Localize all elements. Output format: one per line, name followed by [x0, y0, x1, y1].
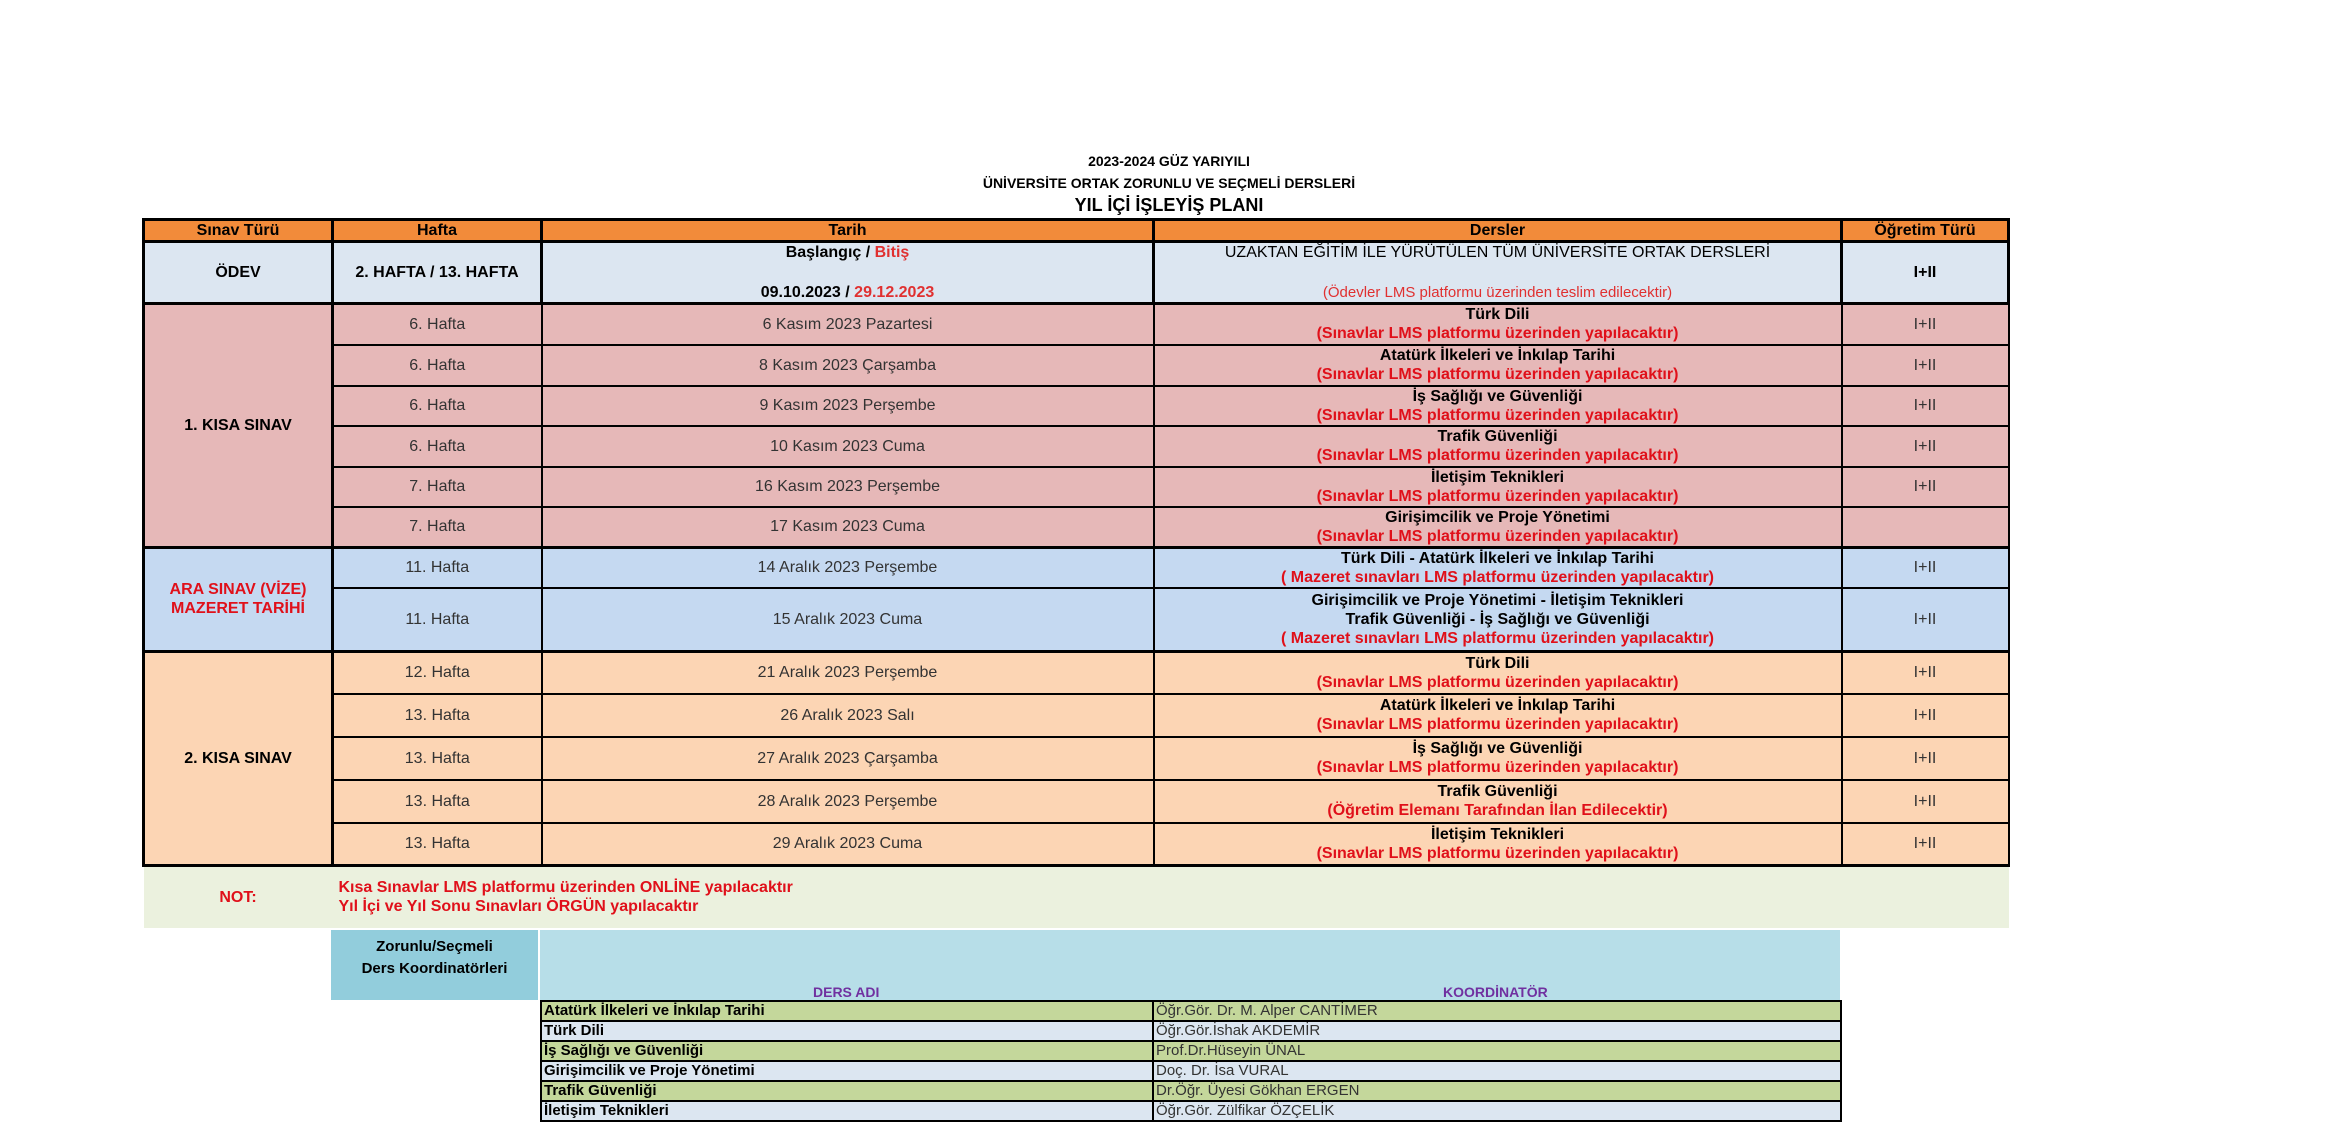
table-row: [144, 547, 2009, 588]
table-cell: 6. Hafta: [333, 386, 542, 426]
coordinators-table: [540, 1000, 1842, 1122]
table-cell: 6. Hafta: [333, 304, 542, 345]
table-cell: Türk Dili (Sınavlar LMS platformu üzerinden yapılacaktır): [1154, 304, 1842, 345]
coord-ders: Atatürk İlkeleri ve İnkılap Tarihi: [541, 1001, 1153, 1021]
table-cell: 6. Hafta: [333, 426, 542, 467]
header-dersler: Dersler: [1154, 220, 1842, 242]
coord-ders: İş Sağlığı ve Güvenliği: [541, 1041, 1153, 1061]
table-cell: 11. Hafta: [333, 547, 542, 588]
header-row: [144, 220, 2009, 242]
table-cell: 6. Hafta: [333, 345, 542, 386]
coord-koordinator: Öğr.Gör. Dr. M. Alper CANTİMER: [1153, 1001, 1841, 1021]
table-cell: Girişimcilik ve Proje Yönetimi (Sınavlar LMS platformu üzerinden yapılacaktır): [1154, 507, 1842, 548]
kisa2-type: 2. KISA SINAV: [144, 652, 333, 866]
semester-title: 2023-2024 GÜZ YARIYILI: [1088, 153, 1250, 169]
table-cell: 10 Kasım 2023 Cuma: [542, 426, 1154, 467]
table-row: [144, 507, 2009, 548]
table-cell: I+II: [1842, 823, 2009, 866]
table-cell: I+II: [1842, 547, 2009, 588]
table-cell: I+II: [1842, 386, 2009, 426]
table-cell: 6 Kasım 2023 Pazartesi: [542, 304, 1154, 345]
table-row: [144, 780, 2009, 823]
table-cell: Trafik Güvenliği (Sınavlar LMS platformu üzerinden yapılacaktır): [1154, 426, 1842, 467]
table-cell: I+II: [1842, 304, 2009, 345]
header-sinav-turu: Sınav Türü: [144, 220, 333, 242]
table-row: [144, 737, 2009, 780]
table-cell: 17 Kasım 2023 Cuma: [542, 507, 1154, 548]
table-row: [541, 1081, 1841, 1101]
table-cell: Atatürk İlkeleri ve İnkılap Tarihi (Sınavlar LMS platformu üzerinden yapılacaktır): [1154, 694, 1842, 737]
table-cell: I+II: [1842, 780, 2009, 823]
header-ogretim-turu: Öğretim Türü: [1842, 220, 2009, 242]
ara-type: ARA SINAV (VİZE) MAZERET TARİHİ: [144, 547, 333, 652]
table-row: [541, 1001, 1841, 1021]
table-cell: 14 Aralık 2023 Perşembe: [542, 547, 1154, 588]
coord-ders: Trafik Güvenliği: [541, 1081, 1153, 1101]
table-cell: 21 Aralık 2023 Perşembe: [542, 652, 1154, 694]
coord-ders: Türk Dili: [541, 1021, 1153, 1041]
odev-hafta: 2. HAFTA / 13. HAFTA: [333, 242, 542, 304]
courses-title: ÜNİVERSİTE ORTAK ZORUNLU VE SEÇMELİ DERSLERİ: [982, 175, 1356, 191]
table-cell: [1842, 507, 2009, 548]
table-row: [144, 304, 2009, 345]
coord-koordinator: Öğr.Gör.İshak AKDEMİR: [1153, 1021, 1841, 1041]
table-cell: 15 Aralık 2023 Cuma: [542, 588, 1154, 652]
table-cell: İletişim Teknikleri (Sınavlar LMS platformu üzerinden yapılacaktır): [1154, 467, 1842, 507]
table-cell: İletişim Teknikleri (Sınavlar LMS platformu üzerinden yapılacaktır): [1154, 823, 1842, 866]
table-cell: 16 Kasım 2023 Perşembe: [542, 467, 1154, 507]
table-cell: 7. Hafta: [333, 467, 542, 507]
table-cell: I+II: [1842, 588, 2009, 652]
table-row: [541, 1041, 1841, 1061]
table-cell: 13. Hafta: [333, 823, 542, 866]
coord-ders: Girişimcilik ve Proje Yönetimi: [541, 1061, 1153, 1081]
col-koordinator: KOORDİNATÖR: [1443, 984, 1548, 1000]
table-cell: 7. Hafta: [333, 507, 542, 548]
coordinators-header: [540, 930, 1840, 1000]
odev-type: ÖDEV: [144, 242, 333, 304]
note-row: [144, 866, 2009, 928]
schedule-table: [142, 218, 2010, 928]
table-row: [541, 1061, 1841, 1081]
table-cell: 8 Kasım 2023 Çarşamba: [542, 345, 1154, 386]
table-cell: Atatürk İlkeleri ve İnkılap Tarihi (Sınavlar LMS platformu üzerinden yapılacaktır): [1154, 345, 1842, 386]
table-cell: Girişimcilik ve Proje Yönetimi - İletişim Teknikleri Trafik Güvenliği - İş Sağlığı ve Güvenliği ( Mazeret sınavları LMS platformu üzerinden yapılacaktır): [1154, 588, 1842, 652]
table-cell: I+II: [1842, 345, 2009, 386]
table-cell: 27 Aralık 2023 Çarşamba: [542, 737, 1154, 780]
table-cell: 13. Hafta: [333, 694, 542, 737]
odev-tarih: Başlangıç / Bitiş 09.10.2023 / 29.12.2023: [542, 242, 1154, 304]
table-cell: 13. Hafta: [333, 780, 542, 823]
table-cell: 28 Aralık 2023 Perşembe: [542, 780, 1154, 823]
table-row: [144, 345, 2009, 386]
coordinators-label: Zorunlu/Seçmeli Ders Koordinatörleri: [331, 930, 538, 1000]
table-cell: 9 Kasım 2023 Perşembe: [542, 386, 1154, 426]
table-cell: 12. Hafta: [333, 652, 542, 694]
table-row: [144, 426, 2009, 467]
table-cell: 26 Aralık 2023 Salı: [542, 694, 1154, 737]
table-cell: İş Sağlığı ve Güvenliği (Sınavlar LMS platformu üzerinden yapılacaktır): [1154, 386, 1842, 426]
coord-ders: İletişim Teknikleri: [541, 1101, 1153, 1121]
table-row: [144, 588, 2009, 652]
table-cell: Türk Dili (Sınavlar LMS platformu üzerinden yapılacaktır): [1154, 652, 1842, 694]
col-ders-adi: DERS ADI: [813, 984, 880, 1000]
table-cell: I+II: [1842, 652, 2009, 694]
table-cell: 29 Aralık 2023 Cuma: [542, 823, 1154, 866]
table-row: [144, 386, 2009, 426]
coord-koordinator: Doç. Dr. İsa VURAL: [1153, 1061, 1841, 1081]
table-cell: I+II: [1842, 694, 2009, 737]
table-cell: Türk Dili - Atatürk İlkeleri ve İnkılap Tarihi ( Mazeret sınavları LMS platformu üzerinden yapılacaktır): [1154, 547, 1842, 588]
table-cell: Trafik Güvenliği (Öğretim Elemanı Tarafından İlan Edilecektir): [1154, 780, 1842, 823]
coord-koordinator: Prof.Dr.Hüseyin ÜNAL: [1153, 1041, 1841, 1061]
table-cell: 13. Hafta: [333, 737, 542, 780]
note-label: NOT:: [144, 866, 333, 928]
coord-koordinator: Dr.Öğr. Üyesi Gökhan ERGEN: [1153, 1081, 1841, 1101]
note-text: Kısa Sınavlar LMS platformu üzerinden ONLİNE yapılacaktır Yıl İçi ve Yıl Sonu Sınavları ÖRGÜN yapılacaktır: [333, 866, 2009, 928]
table-cell: I+II: [1842, 426, 2009, 467]
table-row: [541, 1021, 1841, 1041]
table-cell: I+II: [1842, 737, 2009, 780]
odev-ders: UZAKTAN EĞİTİM İLE YÜRÜTÜLEN TÜM ÜNİVERSİTE ORTAK DERSLERİ (Ödevler LMS platformu üzerinden teslim edilecektir): [1154, 242, 1842, 304]
table-row: [144, 823, 2009, 866]
table-row: [144, 467, 2009, 507]
coord-koordinator: Öğr.Gör. Zülfikar ÖZÇELİK: [1153, 1101, 1841, 1121]
odev-ogretim: I+II: [1842, 242, 2009, 304]
kisa1-type: 1. KISA SINAV: [144, 304, 333, 548]
header-hafta: Hafta: [333, 220, 542, 242]
table-cell: İş Sağlığı ve Güvenliği (Sınavlar LMS platformu üzerinden yapılacaktır): [1154, 737, 1842, 780]
table-cell: 11. Hafta: [333, 588, 542, 652]
table-row: [541, 1101, 1841, 1121]
table-row: [144, 694, 2009, 737]
table-row: [144, 652, 2009, 694]
plan-title: YIL İÇİ İŞLEYİŞ PLANI: [1074, 195, 1264, 215]
odev-row: [144, 242, 2009, 304]
table-cell: I+II: [1842, 467, 2009, 507]
header-tarih: Tarih: [542, 220, 1154, 242]
